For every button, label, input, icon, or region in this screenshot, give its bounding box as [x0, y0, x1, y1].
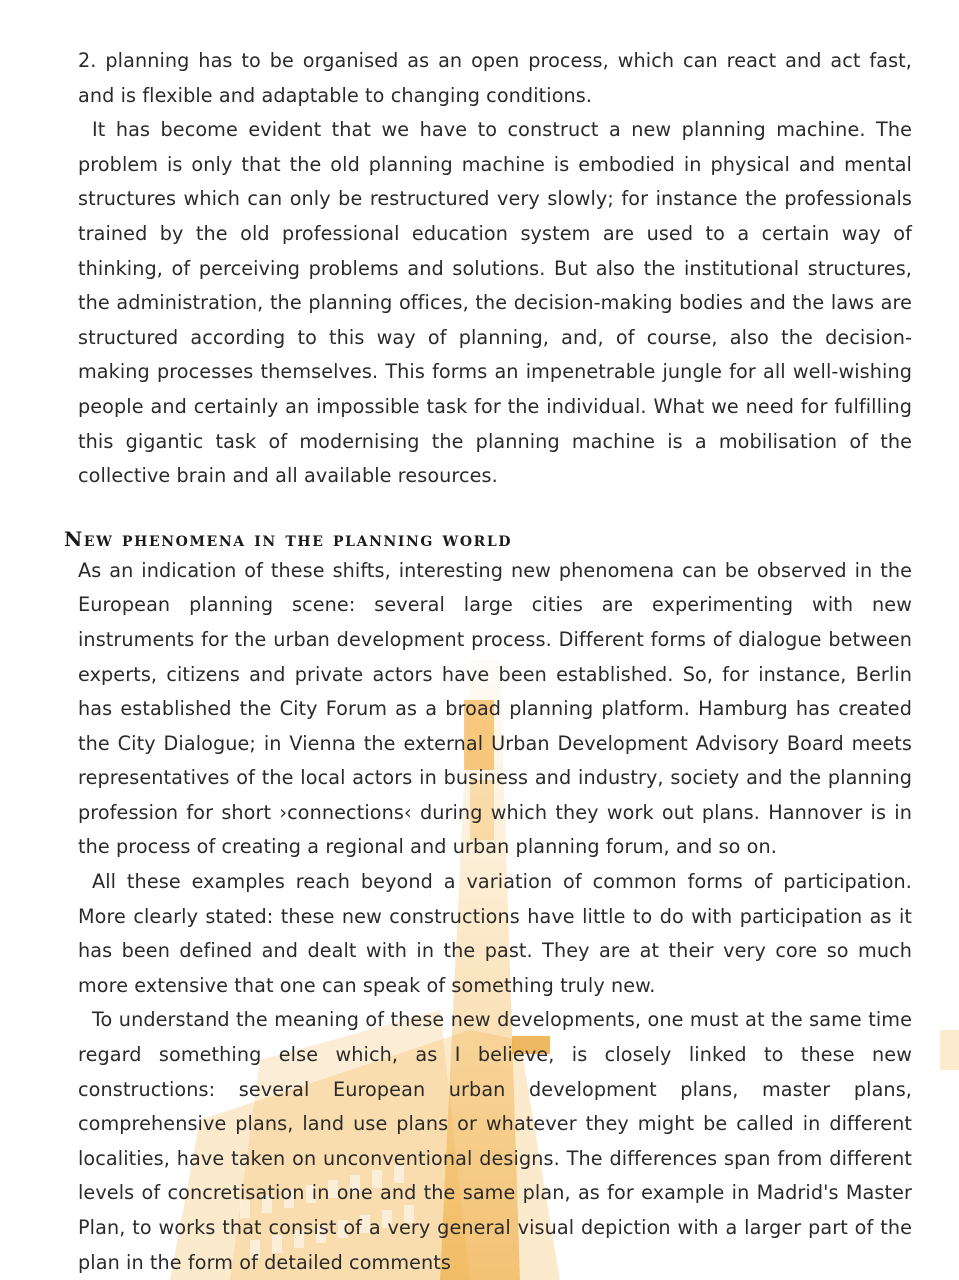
paragraph-list-item-2: 2. planning has to be organised as an open process, which can react and act fast, and is flexible and adaptable to changing conditions. [78, 49, 912, 107]
paragraph-planning-machine: It has become evident that we have to construct a new planning machine. The problem is only that the old planning machine is embodied in physical and mental structures which can only be restructured very slowly; for instance the professionals trained by the old professional education system are used to a certain way of thinking, of perceiving problems and solutions. But also the institutional structures, the administration, the planning offices, the decision-making bodies and the laws are structured according to this way of planning, and, of course, also the decision-making processes themselves. This forms an impenetrable jungle for all well-wishing people and certainly an impossible task for the individual. What we need for fulfilling this gigantic task of modernising the planning machine is a mobilisation of the collective brain and all available resources. [78, 118, 912, 488]
section-heading: New phenomena in the planning world [64, 526, 513, 551]
paragraph-examples: All these examples reach beyond a variation of common forms of participation. More clearly stated: these new constructions have little to do with participation as it has been defined and dealt with in the past. They are at their very core so much more extensive that one can speak of something truly new. [78, 870, 912, 997]
paragraph-understand: To understand the meaning of these new developments, one must at the same time regard something else which, as I believe, is closely linked to these new constructions: several European urban development plans, master plans, comprehensive plans, land use plans or whatever they might be called in different localities, have taken on unconventional designs. The differences span from different levels of concretisation in one and the same plan, as for example in Madrid's Master Plan, to works that consist of a very general visual depiction with a larger part of the plan in the form of detailed comments [78, 1008, 912, 1274]
page-content [64, 44, 912, 1280]
paragraph-indication: As an indication of these shifts, interesting new phenomena can be observed in the European planning scene: several large cities are experimenting with new instruments for the urban development process. Different forms of dialogue between experts, citizens and private actors have been established. So, for instance, Berlin has established the City Forum as a broad planning platform. Hamburg has created the City Dialogue; in Vienna the external Urban Development Advisory Board meets representatives of the local actors in business and industry, society and the planning profession for short ›connections‹ during which they work out plans. Hannover is in the process of creating a regional and urban planning forum, and so on. [78, 558, 912, 859]
